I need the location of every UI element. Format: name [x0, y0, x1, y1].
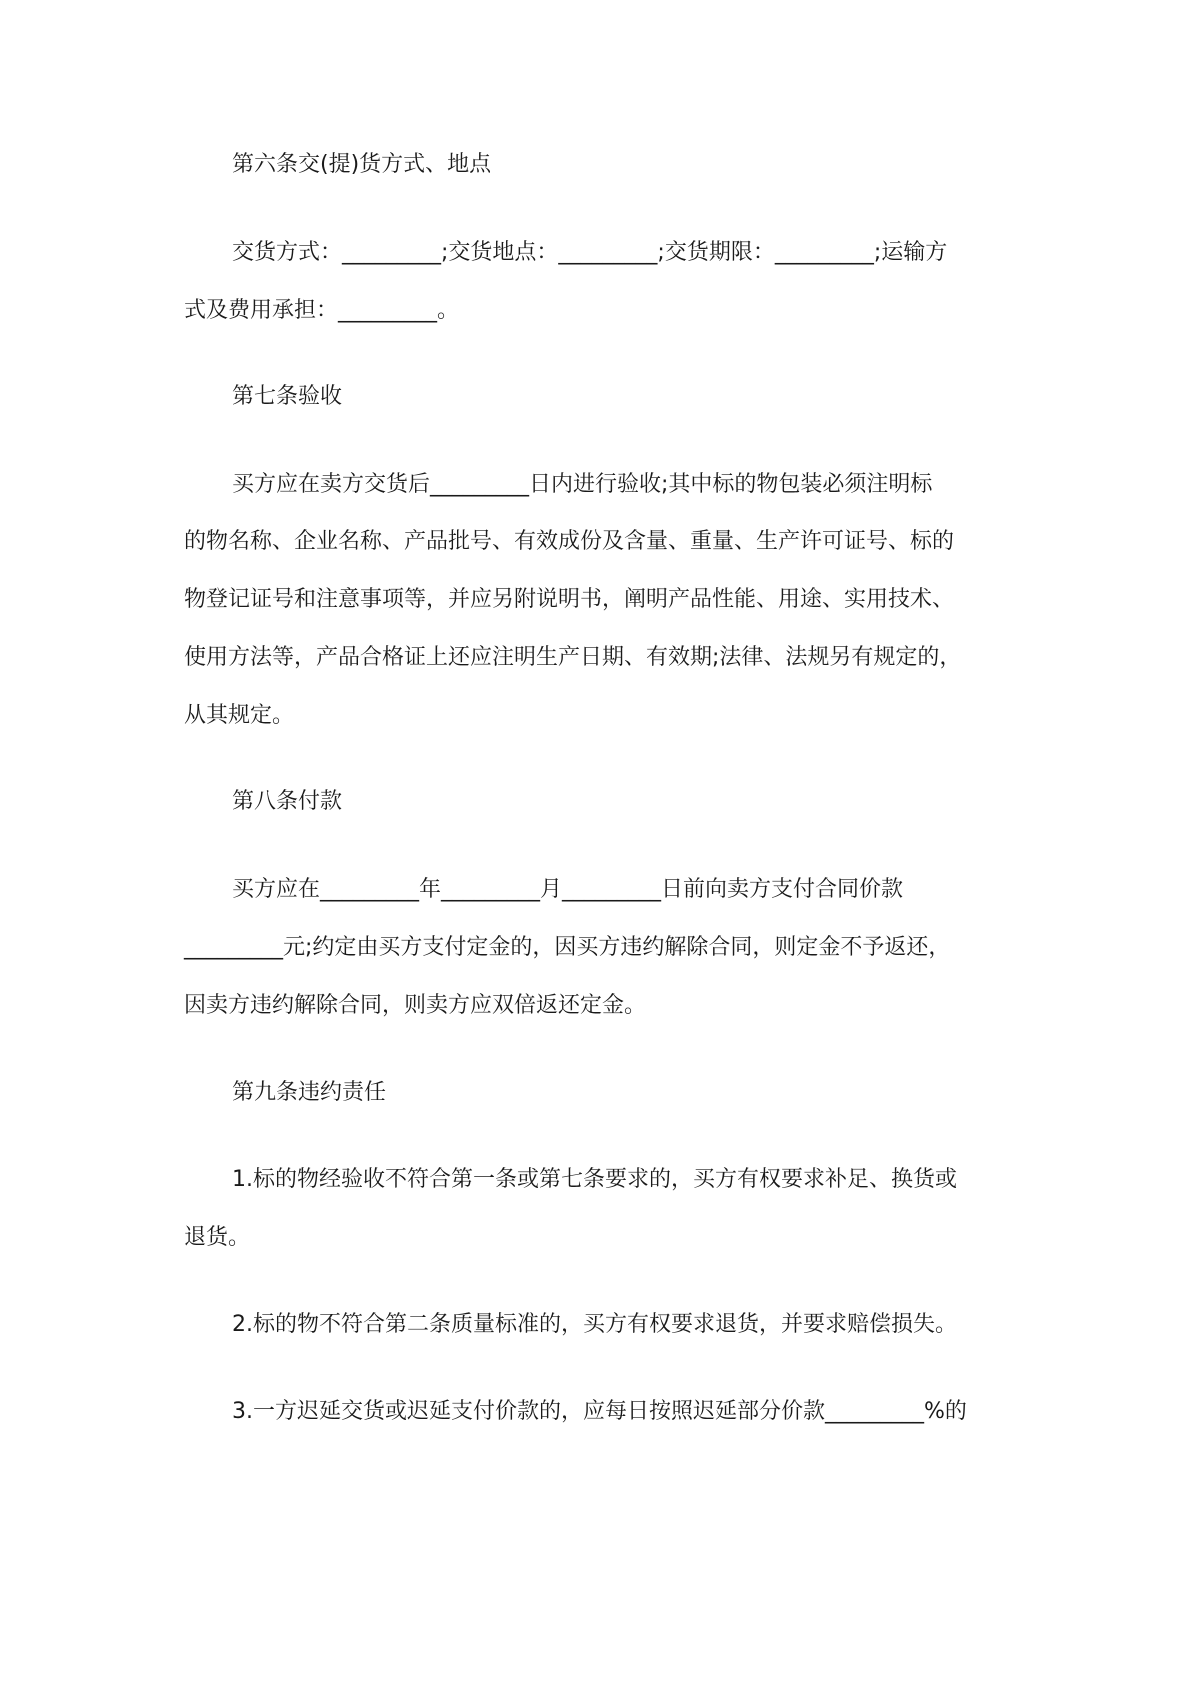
article-8-heading: 第八条付款	[232, 789, 343, 814]
article-7-heading: 第七条验收	[232, 384, 343, 409]
article-9-item-1-line-2: 退货。	[184, 1225, 251, 1250]
article-9-item-1-line-1: 1.标的物经验收不符合第一条或第七条要求的，买方有权要求补足、换货或	[232, 1167, 957, 1192]
article-7-paragraph-line-3: 物登记证号和注意事项等，并应另附说明书，阐明产品性能、用途、实用技术、	[184, 587, 955, 612]
article-6-paragraph-line-2: 式及费用承担：_________。	[184, 298, 460, 323]
article-7-paragraph-line-1: 买方应在卖方交货后_________日内进行验收;其中标的物包装必须注明标	[232, 472, 933, 497]
article-9-item-3-line-1: 3.一方迟延交货或迟延支付价款的，应每日按照迟延部分价款_________%的	[232, 1399, 967, 1424]
article-7-paragraph-line-5: 从其规定。	[184, 703, 295, 728]
article-8-paragraph-line-2: _________元;约定由买方支付定金的，因买方违约解除合同，则定金不予返还，	[184, 935, 951, 960]
article-7-paragraph-line-4: 使用方法等，产品合格证上还应注明生产日期、有效期;法律、法规另有规定的，	[184, 645, 962, 670]
article-8-paragraph-line-3: 因卖方违约解除合同，则卖方应双倍返还定金。	[184, 993, 647, 1018]
article-6-paragraph-line-1: 交货方式：_________;交货地点：_________;交货期限：_________;运输方	[232, 240, 948, 265]
article-9-heading: 第九条违约责任	[232, 1080, 387, 1105]
article-8-paragraph-line-1: 买方应在_________年_________月_________日前向卖方支付合同价款	[232, 877, 904, 902]
article-6-heading: 第六条交(提)货方式、地点	[232, 152, 492, 177]
article-9-item-2: 2.标的物不符合第二条质量标准的，买方有权要求退货，并要求赔偿损失。	[232, 1312, 957, 1337]
article-7-paragraph-line-2: 的物名称、企业名称、产品批号、有效成份及含量、重量、生产许可证号、标的	[184, 529, 955, 554]
